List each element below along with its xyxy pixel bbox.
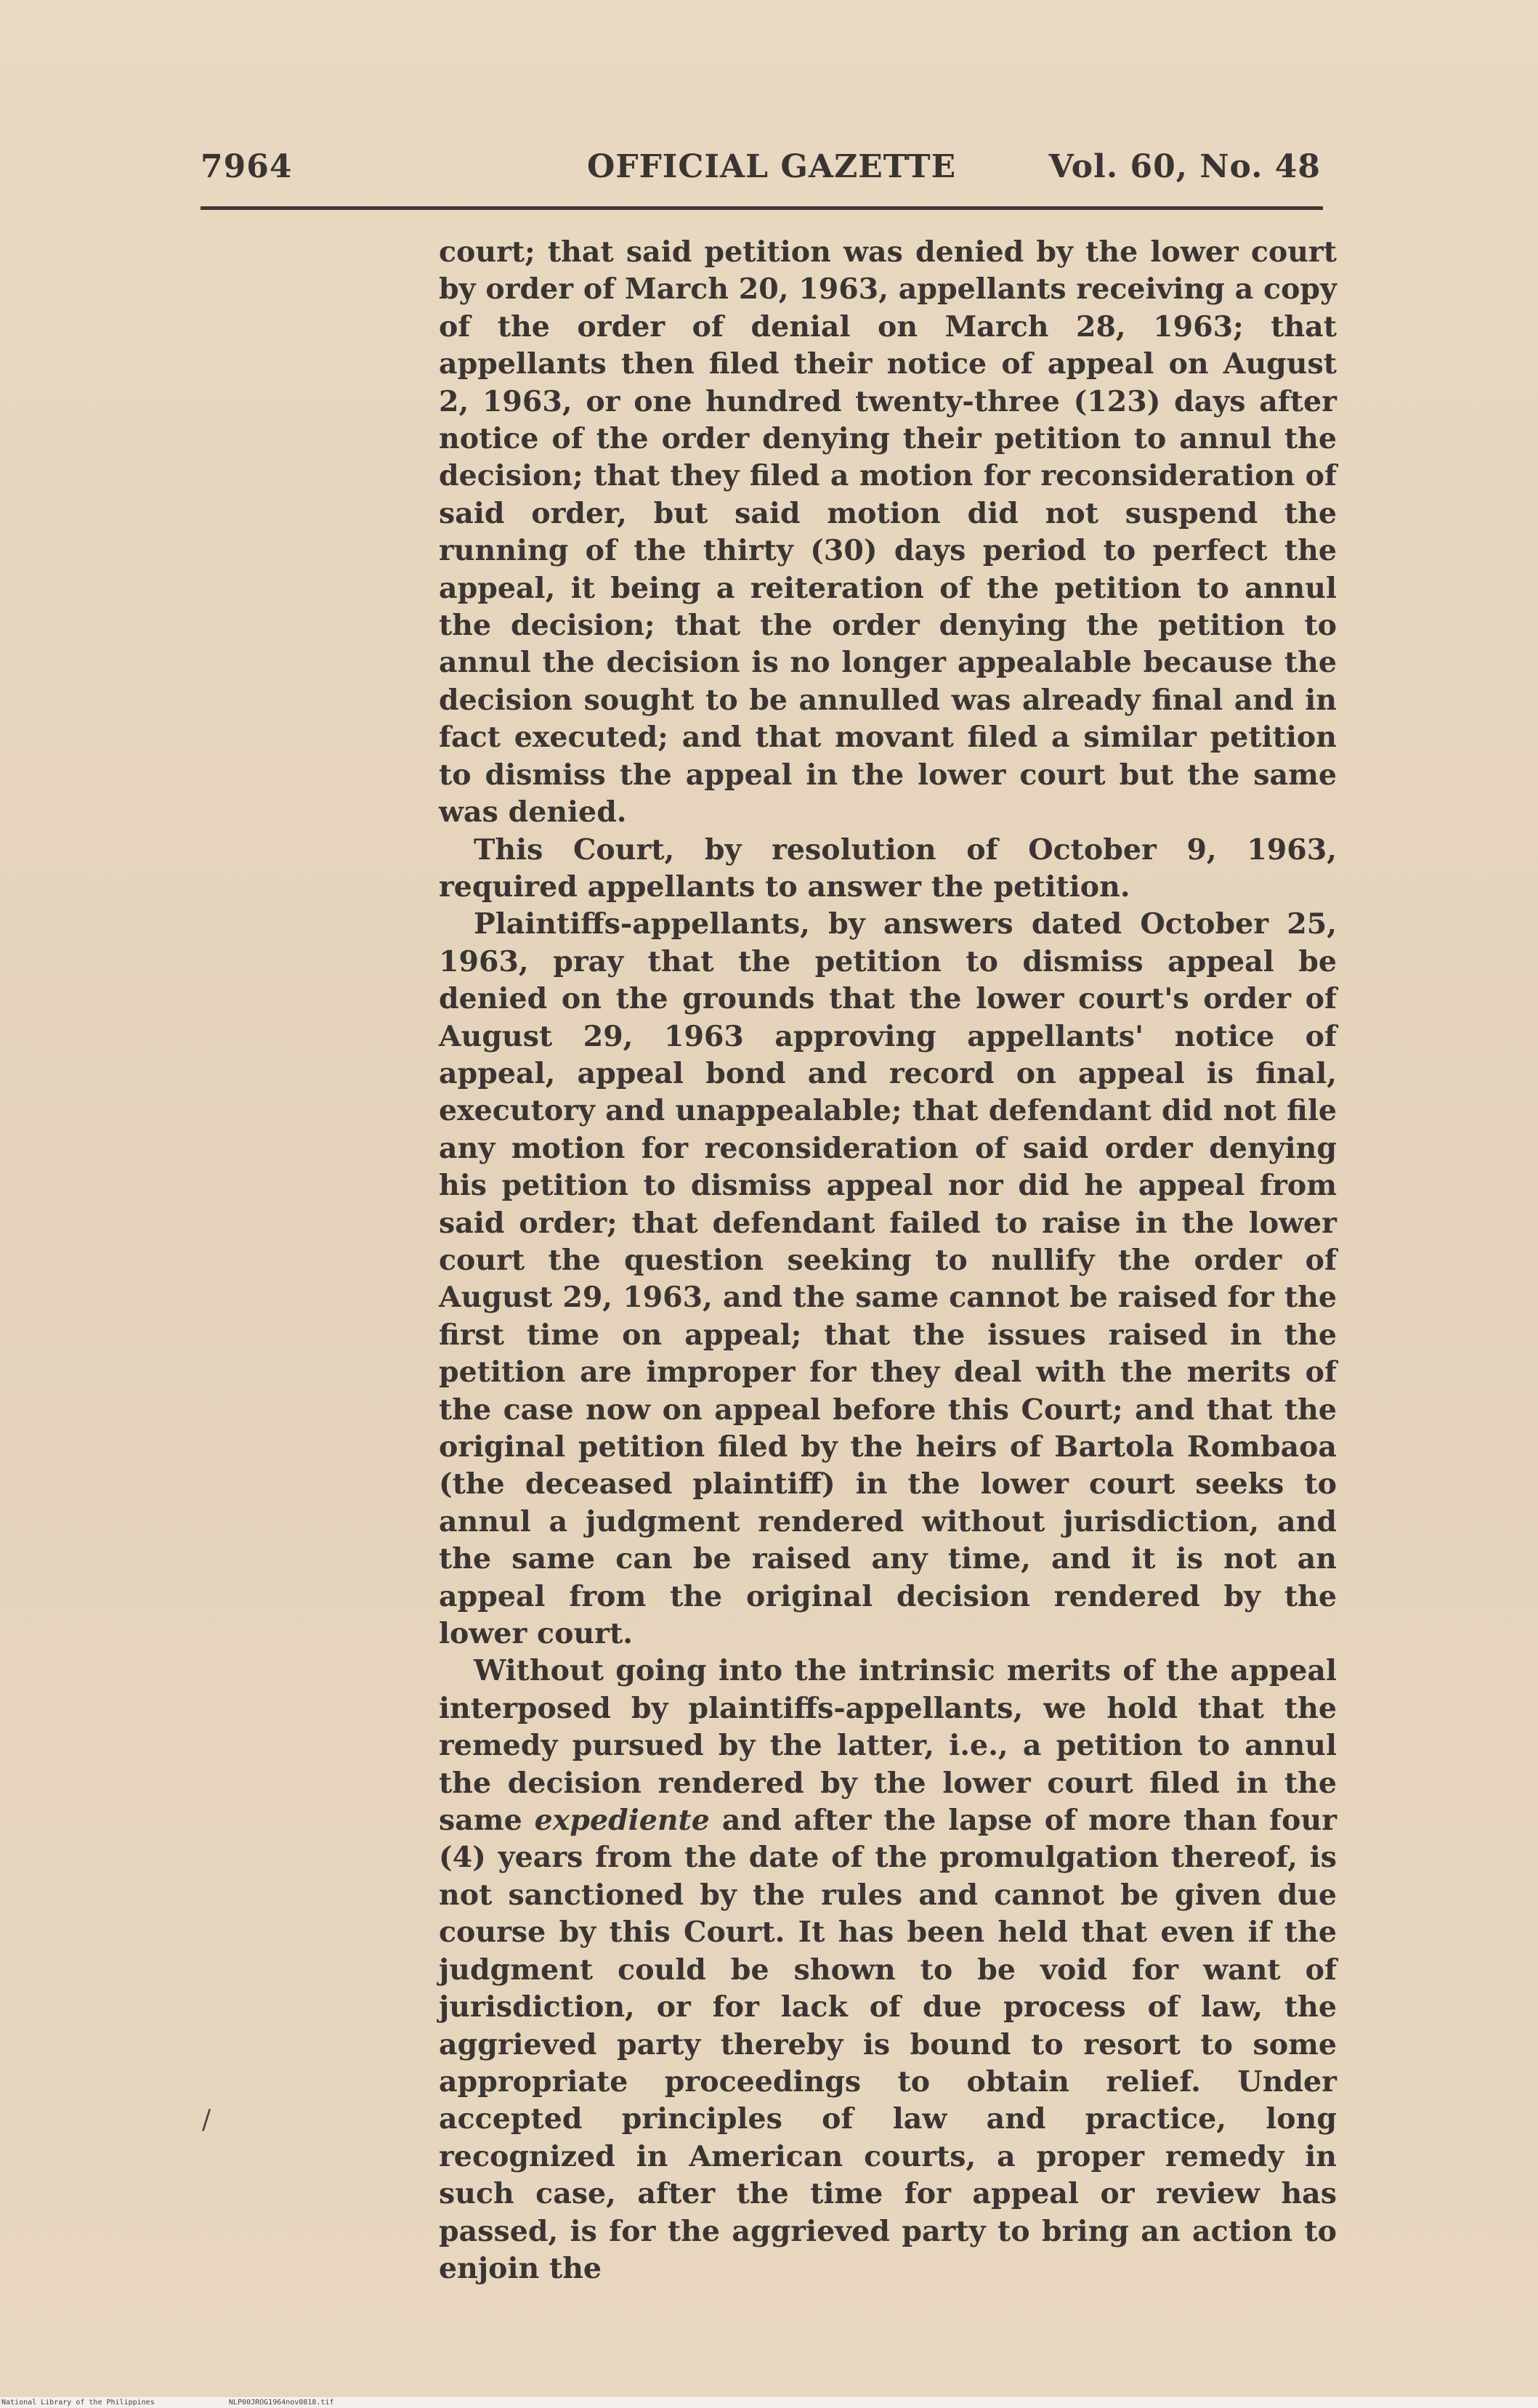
gazette-title: OFFICIAL GAZETTE xyxy=(587,148,957,185)
footer-file: NLP00JROG1964nov0818.tif xyxy=(229,2399,334,2407)
paragraph-1: court; that said petition was denied by the lower court by order of March 20, 1963, appellants receiving a copy of the order of denial on March 28, 1963; that appellants then filed their notice of appeal on August 2, 1963, or one hundred twenty-three (123) days after notice of the order denying their petition to annul the decision; that they filed a motion for reconsideration of said order, but said motion did not suspend the running of the thirty (30) days period to perfect the appeal, it being a reiteration of the petition to annul the decision; that the order denying the petition to annul the decision is no longer appealable because the decision sought to be annulled was already final and in fact executed; and that movant filed a similar petition to dismiss the appeal in the lower court but the same was denied. xyxy=(439,235,1337,830)
scan-footer xyxy=(0,2397,1538,2408)
paragraph-4 xyxy=(439,1653,1337,2287)
margin-pencil-mark: / xyxy=(202,2105,211,2135)
volume-info: Vol. 60, No. 48 xyxy=(1048,148,1321,185)
body-text xyxy=(439,234,1337,2287)
paragraph-4-before: Without going into the intrinsic merits of the appeal interposed by plaintiffs-appellants, we hold that the remedy pursued by the latter, i.e., a petition to annul the decision rendered by the lower court filed in the same xyxy=(439,1654,1337,1838)
footer-library: National Library of the Philippines xyxy=(1,2399,155,2407)
header-rule xyxy=(201,206,1323,210)
page-header xyxy=(201,148,1321,192)
page-number: 7964 xyxy=(201,148,293,185)
paragraph-4-after: and after the lapse of more than four (4) years from the date of the promulgation thereof, is not sanctioned by the rules and cannot be given due course by this Court. It has been held that even if the judgment could be shown to be void for want of jurisdiction, or for lack of due process of law, the aggrieved party thereby is bound to resort to some appropriate proceedings to obtain relief. Under accepted principles of law and practice, long recognized in American courts, a proper remedy in such case, after the time for appeal or review has passed, is for the aggrieved party to bring an action to enjoin the xyxy=(439,1804,1337,2285)
paragraph-2: This Court, by resolution of October 9, 1963, required appellants to answer the petition. xyxy=(439,832,1337,904)
paragraph-3: Plaintiffs-appellants, by answers dated October 25, 1963, pray that the petition to dismiss appeal be denied on the grounds that the lower court's order of August 29, 1963 approving appellants' notice of appeal, appeal bond and record on appeal is final, executory and unappealable; that defendant did not file any motion for reconsideration of said order denying his petition to dismiss appeal nor did he appeal from said order; that defendant failed to raise in the lower court the question seeking to nullify the order of August 29, 1963, and the same cannot be raised for the first time on appeal; that the issues raised in the petition are improper for they deal with the merits of the case now on appeal before this Court; and that the original petition filed by the heirs of Bartola Rombaoa (the deceased plaintiff) in the lower court seeks to annul a judgment rendered without jurisdiction, and the same can be raised any time, and it is not an appeal from the original decision rendered by the lower court. xyxy=(439,907,1337,1651)
paragraph-4-italic: expediente xyxy=(534,1804,710,1838)
